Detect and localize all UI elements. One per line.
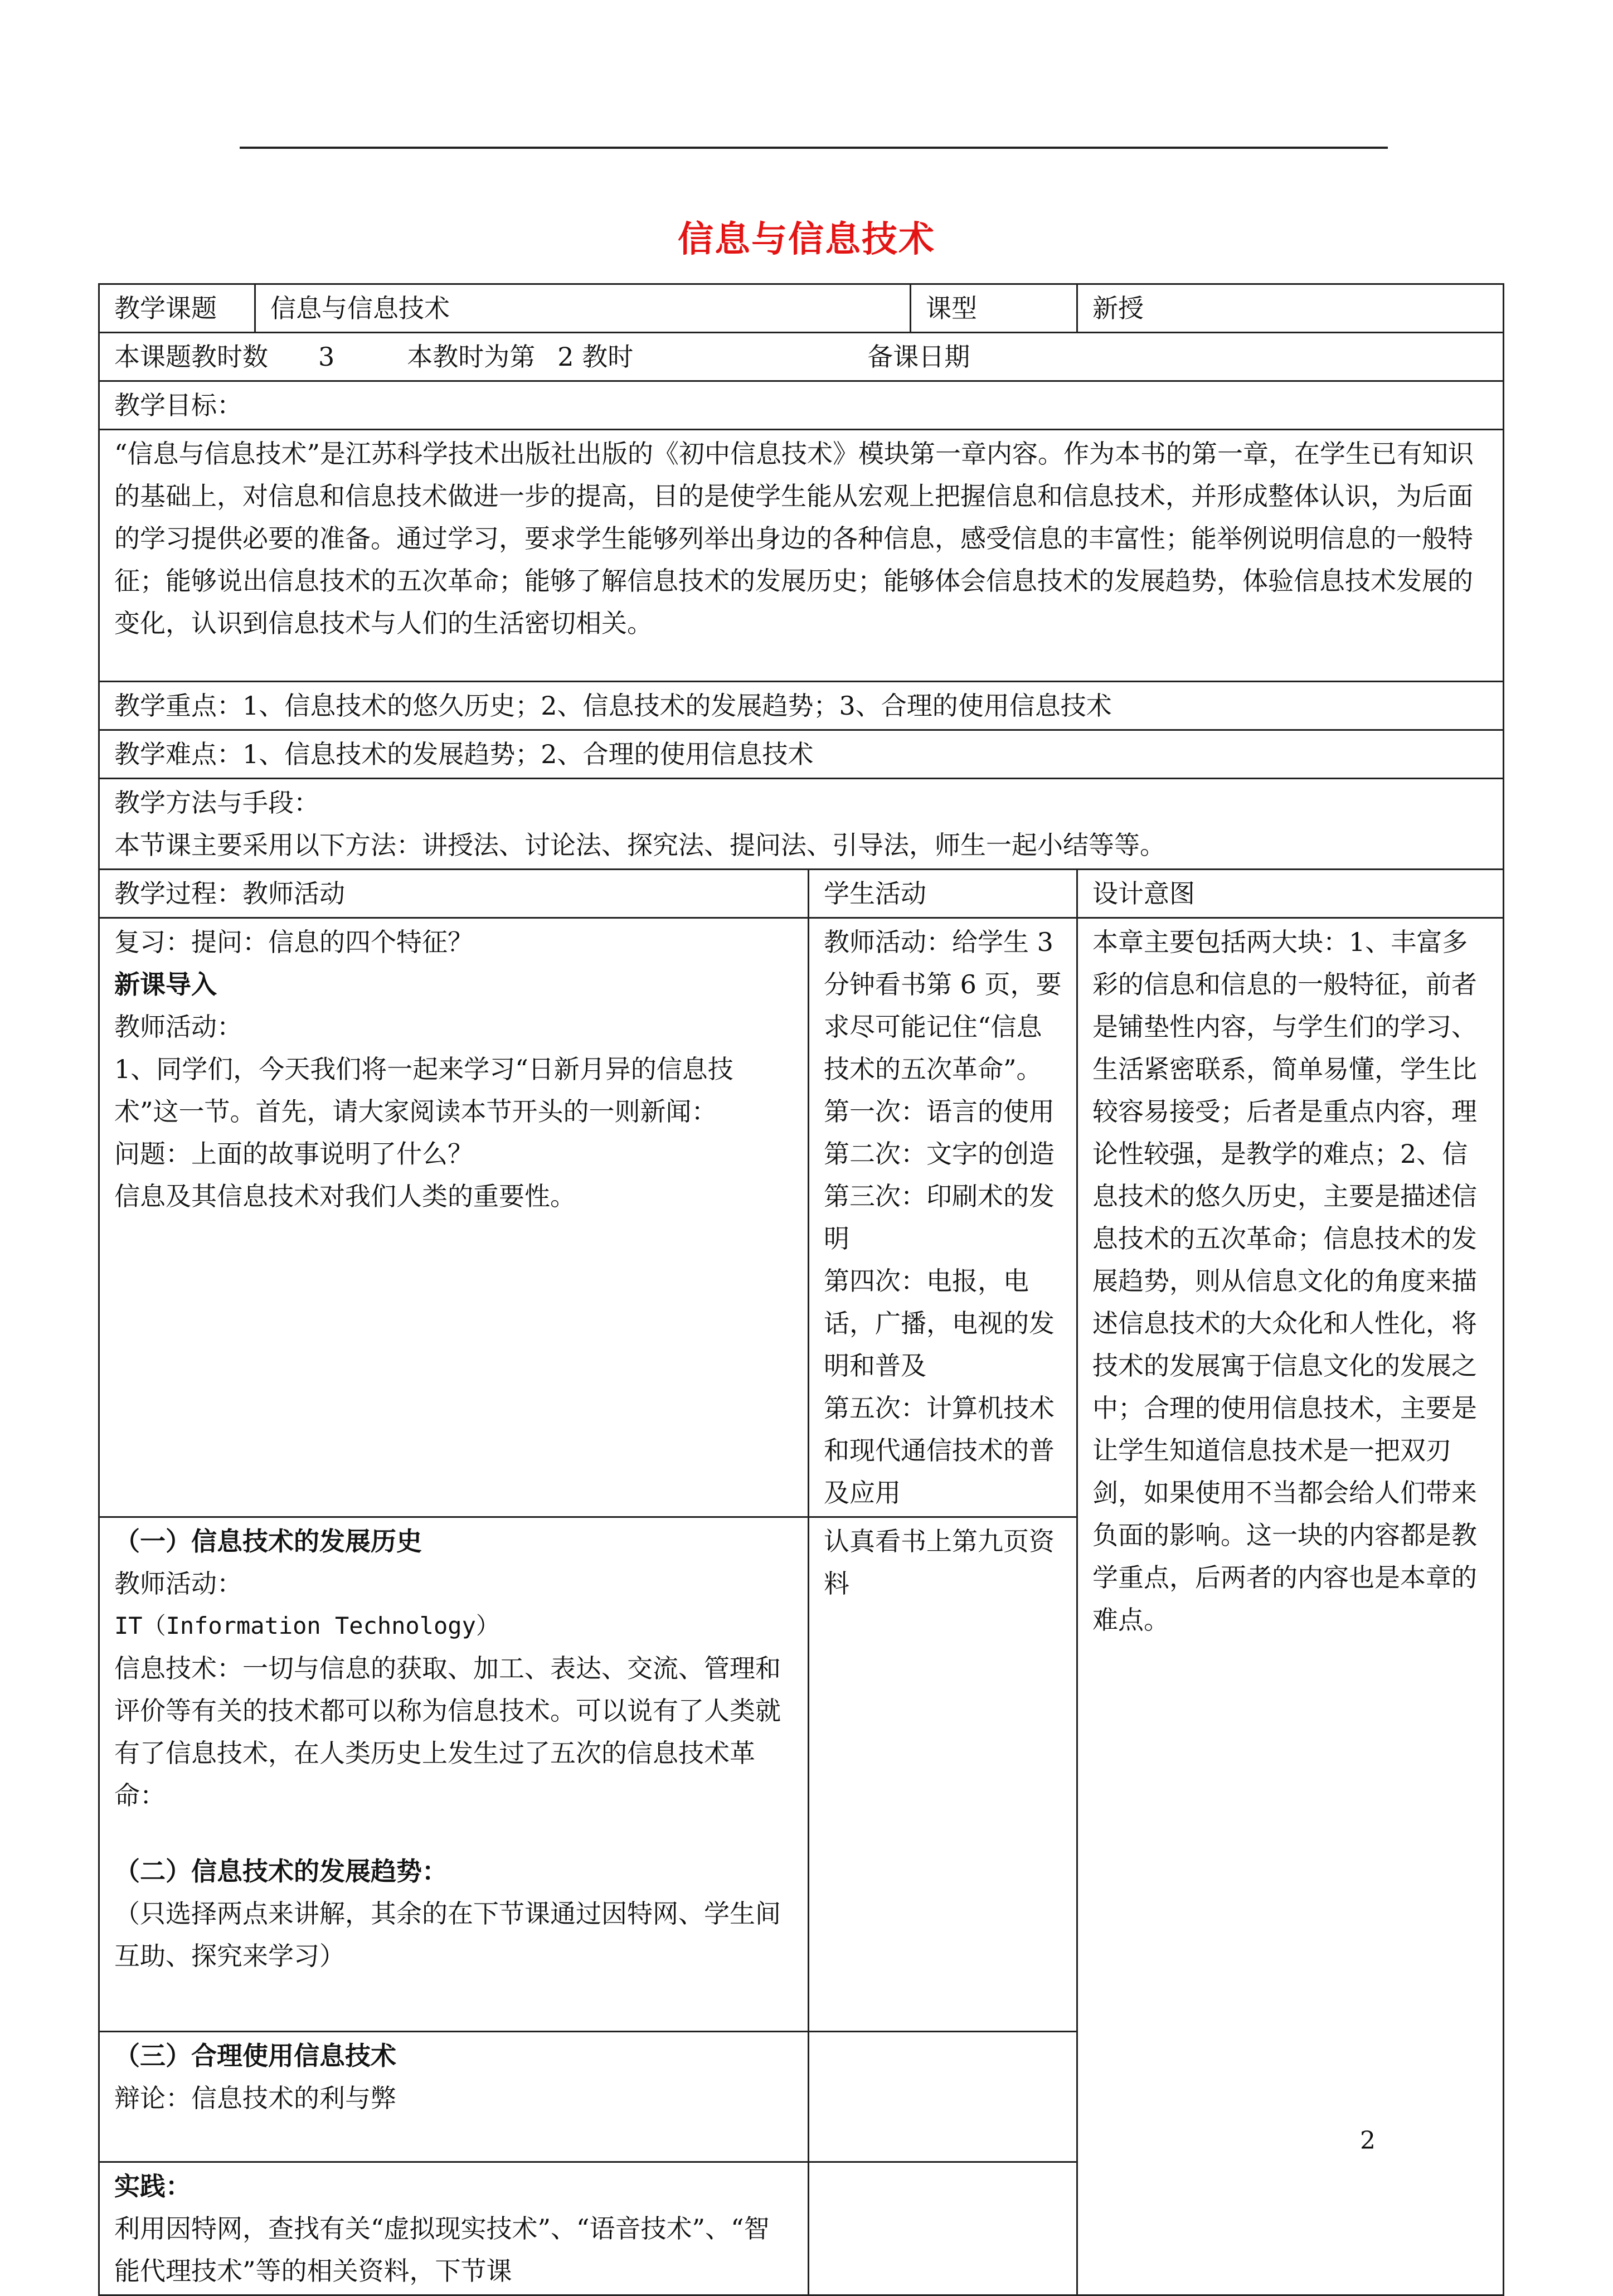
teacher-activity-1	[99, 918, 809, 1517]
student-activity-1	[809, 918, 1077, 1517]
col-teacher-header: 教学过程：教师活动	[99, 870, 809, 918]
student-activity-3	[809, 2032, 1077, 2162]
methods-text: 本节课主要采用以下方法：讲授法、讨论法、探究法、提问法、引导法，师生一起小结等等。	[114, 830, 1165, 860]
type-label: 课型	[911, 284, 1077, 333]
revolution-5: 第五次：计算机技术和现代通信技术的普及应用	[824, 1393, 1055, 1508]
teacher-activity-label-2: 教师活动：	[114, 1569, 242, 1599]
difficulties: 教学难点：1、信息技术的发展趋势；2、合理的使用信息技术	[99, 730, 1504, 779]
rational-use-heading: （三）合理使用信息技术	[114, 2041, 396, 2071]
trend-heading: （二）信息技术的发展趋势：	[114, 1856, 448, 1886]
question-text: 问题：上面的故事说明了什么？	[114, 1139, 473, 1169]
objectives-label: 教学目标：	[99, 381, 1504, 430]
lesson-plan-table	[98, 283, 1504, 2296]
header-rule	[240, 147, 1388, 149]
practice-heading: 实践：	[114, 2171, 191, 2201]
revolution-3: 第三次：印刷术的发明	[824, 1181, 1055, 1254]
student-activity-2: 认真看书上第九页资料	[809, 1517, 1077, 2032]
methods-cell	[99, 779, 1504, 870]
it-abbreviation: IT（Information Technology）	[114, 1612, 499, 1639]
student-task: 教师活动：给学生 3 分钟看书第 6 页，要求尽可能记住“信息技术的五次革命”。	[824, 927, 1062, 1084]
debate-text: 辩论：信息技术的利与弊	[114, 2083, 396, 2113]
trend-note: （只选择两点来讲解，其余的在下节课通过因特网、学生间互助、探究来学习）	[114, 1899, 781, 1971]
answer-text: 信息及其信息技术对我们人类的重要性。	[114, 1181, 576, 1211]
topic-label: 教学课题	[99, 284, 255, 333]
col-student-header: 学生活动	[809, 870, 1077, 918]
type-value: 新授	[1077, 284, 1504, 333]
document-title: 信息与信息技术	[678, 219, 935, 260]
teacher-activity-label: 教师活动：	[114, 1012, 242, 1042]
teacher-activity-3	[99, 2032, 809, 2162]
new-lesson-heading: 新课导入	[114, 969, 217, 999]
practice-text: 利用因特网，查找有关“虚拟现实技术”、“语音技术”、“智能代理技术”等的相关资料，下节课	[114, 2214, 770, 2286]
intro-text: 1、同学们，今天我们将一起来学习“日新月异的信息技术”这一节。首先，请大家阅读本节开头的一则新闻：	[114, 1054, 733, 1127]
current-suffix: 教时	[582, 342, 634, 372]
revolution-1: 第一次：语言的使用	[824, 1096, 1055, 1127]
key-points: 教学重点：1、信息技术的悠久历史；2、信息技术的发展趋势；3、合理的使用信息技术	[99, 682, 1504, 730]
objectives-text: “信息与信息技术”是江苏科学技术出版社出版的《初中信息技术》模块第一章内容。作为本书的第一章，在学生已有知识的基础上，对信息和信息技术做进一步的提高，目的是使学生能从宏观上把握信息和信息技术，并形成整体认识，为后面的学习提供必要的准备。通过学习，要求学生能够列举出身边的各种信息，感受信息的丰富性；能举例说明信息的一般特征；能够说出信息技术的五次革命；能够了解信息技术的发展历史；能够体会信息技术的发展趋势，体验信息技术发展的变化，认识到信息技术与人们的生活密切相关。	[99, 430, 1504, 682]
history-heading: （一）信息技术的发展历史	[114, 1526, 422, 1556]
teacher-activity-4	[99, 2162, 809, 2295]
current-label: 本教时为第	[407, 342, 536, 372]
methods-label: 教学方法与手段：	[114, 788, 319, 818]
hours-label: 本课题教时数	[114, 342, 268, 372]
it-definition: 信息技术：一切与信息的获取、加工、表达、交流、管理和评价等有关的技术都可以称为信息技术。可以说有了人类就有了信息技术，在人类历史上发生过了五次的信息技术革命：	[114, 1653, 781, 1810]
col-design-header: 设计意图	[1077, 870, 1504, 918]
review-question: 复习：提问：信息的四个特征？	[114, 927, 473, 957]
revolution-2: 第二次：文字的创造	[824, 1139, 1055, 1169]
revolution-4: 第四次：电报，电话，广播，电视的发明和普及	[824, 1266, 1055, 1381]
page-number: 2	[1360, 2127, 1376, 2155]
current-value: 2	[557, 342, 574, 372]
hours-value: 3	[318, 342, 335, 372]
teacher-activity-2	[99, 1517, 809, 2032]
student-activity-4	[809, 2162, 1077, 2295]
prep-date-label: 备课日期	[867, 342, 970, 372]
design-intent: 本章主要包括两大块：1、丰富多彩的信息和信息的一般特征，前者是铺垫性内容，与学生们的学习、生活紧密联系，简单易懂，学生比较容易接受；后者是重点内容，理论性较强，是教学的难点；2、信息技术的悠久历史，主要是描述信息技术的五次革命；信息技术的发展趋势，则从信息文化的角度来描述信息技术的大众化和人性化，将技术的发展寓于信息文化的发展之中；合理的使用信息技术，主要是让学生知道信息技术是一把双刃剑，如果使用不当都会给人们带来负面的影响。这一块的内容都是教学重点，后两者的内容也是本章的难点。	[1077, 918, 1504, 2295]
topic-value: 信息与信息技术	[255, 284, 911, 333]
spacer	[114, 1817, 793, 1850]
schedule-row	[99, 333, 1504, 381]
